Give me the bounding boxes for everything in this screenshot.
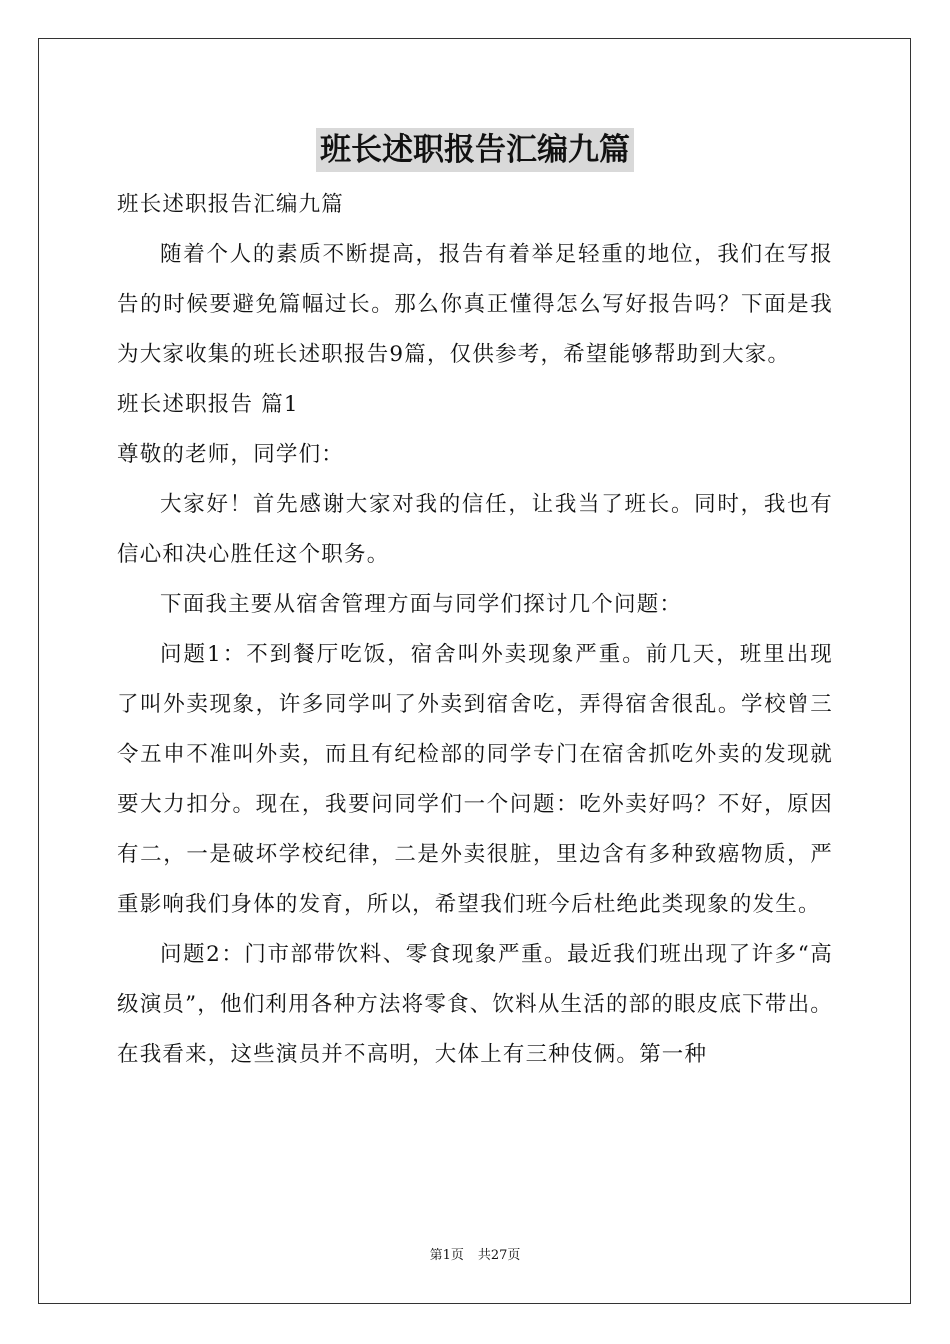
page-number: 第1页 <box>429 1248 464 1263</box>
page-footer <box>0 1246 950 1266</box>
paragraph-0: 班长述职报告汇编九篇 <box>117 192 345 217</box>
paragraph-6: 问题1：不到餐厅吃饭，宿舍叫外卖现象严重。前几天，班里出现了叫外卖现象，许多同学叫了外卖到宿舍吃，弄得宿舍很乱。学校曾三令五申不准叫外卖，而且有纪检部的同学专门在宿舍抓吃外卖的发现就要大力扣分。现在，我要问同学们一个问题：吃外卖好吗？不好，原因有二，一是破坏学校纪律，二是外卖很脏，里边含有多种致癌物质，严重影响我们身体的发育，所以，希望我们班今后杜绝此类现象的发生。 <box>117 642 833 917</box>
paragraph-4: 大家好！首先感谢大家对我的信任，让我当了班长。同时，我也有信心和决心胜任这个职务。 <box>117 492 833 567</box>
paragraph-2: 班长述职报告 篇1 <box>117 392 299 417</box>
paragraph-3: 尊敬的老师，同学们： <box>117 442 345 467</box>
paragraph-7: 问题2：门市部带饮料、零食现象严重。最近我们班出现了许多“高级演员”，他们利用各种方法将零食、饮料从生活的部的眼皮底下带出。在我看来，这些演员并不高明，大体上有三种伎俩。第一种 <box>117 942 833 1067</box>
document-body <box>117 180 833 1080</box>
document-title: 班长述职报告汇编九篇 <box>316 128 634 172</box>
paragraph-5: 下面我主要从宿舍管理方面与同学们探讨几个问题： <box>160 592 683 617</box>
page-total: 共27页 <box>477 1248 521 1263</box>
paragraph-1: 随着个人的素质不断提高，报告有着举足轻重的地位，我们在写报告的时候要避免篇幅过长。那么你真正懂得怎么写好报告吗？下面是我为大家收集的班长述职报告9篇，仅供参考，希望能够帮助到大家。 <box>117 242 833 367</box>
title-area <box>0 128 950 172</box>
